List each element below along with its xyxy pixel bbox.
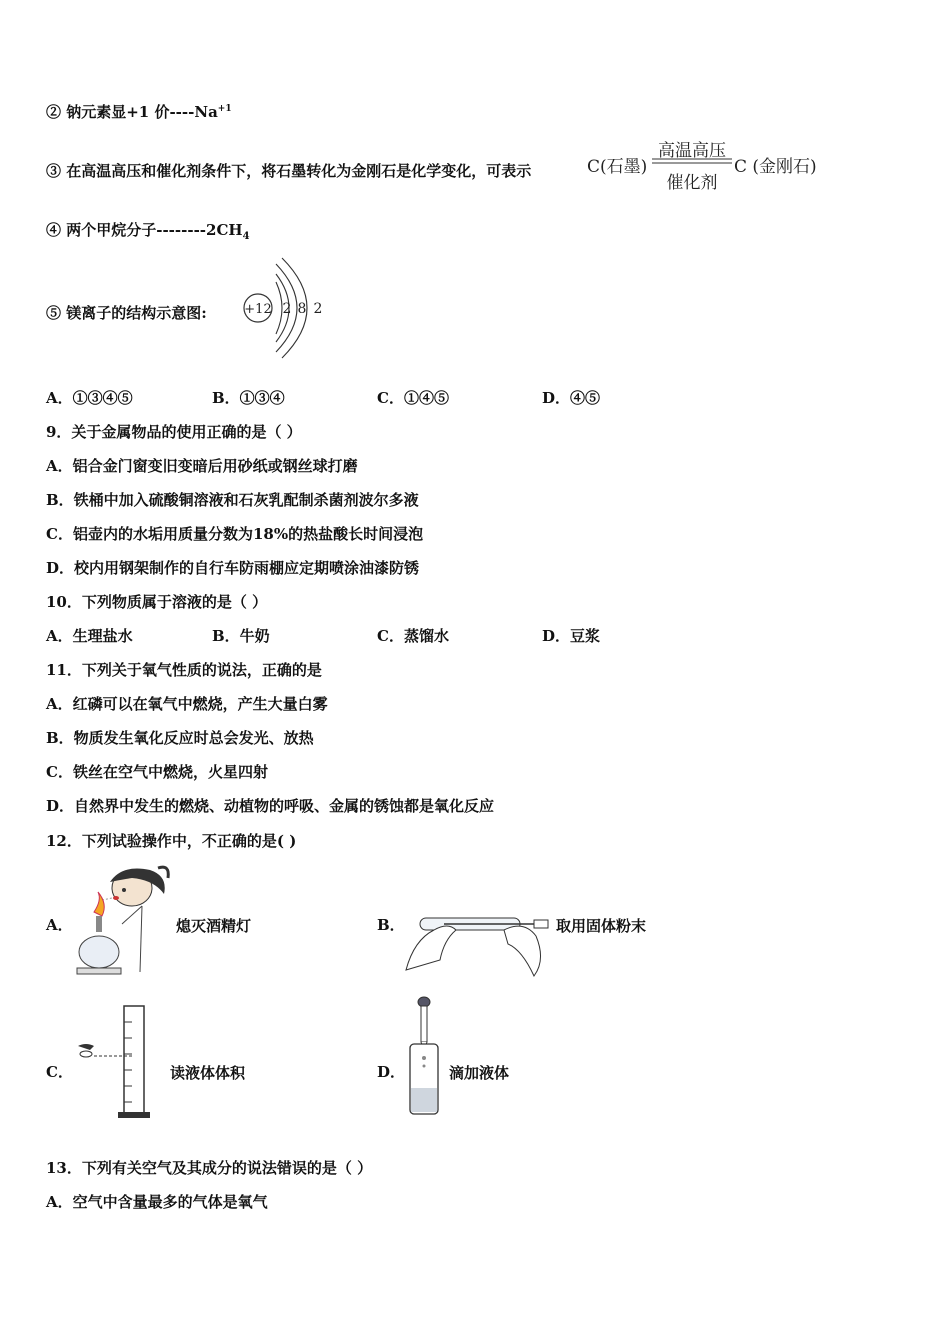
q11-option-b: B．物质发生氧化反应时总会发光、放热: [46, 729, 314, 747]
mg-ion-structure-diagram: [236, 252, 336, 362]
shell-2-electrons: 8: [297, 301, 307, 317]
q13-stem: 13．下列有关空气及其成分的说法错误的是（ ）: [46, 1159, 373, 1177]
q12-stem: 12．下列试验操作中，不正确的是( ): [46, 832, 297, 850]
equation-right: C (金刚石): [734, 157, 817, 177]
blowing-out-lamp-illustration: [72, 864, 172, 980]
q12-option-d-caption: 滴加液体: [449, 1064, 510, 1082]
item-2: ② 钠元素显+1 价$----Na^{+1}$: [46, 103, 232, 121]
reading-cylinder-illustration: [74, 1002, 164, 1122]
q11-option-c: C．铁丝在空气中燃烧，火星四射: [46, 763, 268, 781]
q12-option-a-caption: 熄灭酒精灯: [176, 917, 252, 935]
nucleus-charge: +12: [244, 302, 272, 317]
q12-option-c-caption: 读液体体积: [170, 1064, 246, 1082]
q8-option-c: C．①④⑤: [377, 389, 449, 407]
powder-sampling-illustration: [404, 900, 554, 980]
q9-option-d: D．校内用钢架制作的自行车防雨棚应定期喷涂油漆防锈: [46, 559, 420, 577]
q10-option-d: D．豆浆: [542, 627, 601, 645]
valence-superscript: +1: [217, 104, 232, 114]
q11-option-a: A．红磷可以在氧气中燃烧，产生大量白雾: [46, 695, 328, 713]
q9-option-c: C．铝壶内的水垢用质量分数为18%的热盐酸长时间浸泡: [46, 525, 424, 543]
q10-option-c: C．蒸馏水: [377, 627, 449, 645]
shell-3-electrons: 2: [313, 301, 323, 317]
q8-option-a: A．①③④⑤: [46, 389, 133, 407]
q12-option-b-caption: 取用固体粉末: [556, 917, 647, 935]
q9-option-a: A．铝合金门窗变旧变暗后用砂纸或钢丝球打磨: [46, 457, 358, 475]
item-5: ⑤ 镁离子的结构示意图:: [46, 304, 207, 322]
item-4: ④ 两个甲烷分子$--------2CH_4$: [46, 221, 250, 242]
q8-option-b: B．①③④: [212, 389, 285, 407]
item-3: ③ 在高温高压和催化剂条件下，将石墨转化为金刚石是化学变化，可表示: [46, 162, 532, 180]
equation-condition-top: 高温高压: [658, 141, 726, 161]
q12-option-a-letter: A．: [46, 916, 73, 934]
q10-option-a: A．生理盐水: [46, 627, 133, 645]
q11-stem: 11．下列关于氧气性质的说法，正确的是: [46, 661, 322, 679]
q12-option-b-letter: B．: [377, 916, 405, 934]
equation-left: C(石墨): [587, 157, 648, 177]
equation-condition-bottom: 催化剂: [666, 173, 718, 193]
formula-subscript: 4: [242, 231, 250, 242]
q9-stem: 9．关于金属物品的使用正确的是（ ）: [46, 423, 302, 441]
dropper-test-tube-illustration: [404, 994, 444, 1120]
q9-option-b: B．铁桶中加入硫酸铜溶液和石灰乳配制杀菌剂波尔多液: [46, 491, 419, 509]
q8-option-d: D．④⑤: [542, 389, 601, 407]
q10-option-b: B．牛奶: [212, 627, 270, 645]
shell-1-electrons: 2: [282, 301, 292, 317]
q13-option-a: A．空气中含量最多的气体是氧气: [46, 1193, 268, 1211]
equation-double-line: [652, 158, 732, 164]
q10-stem: 10．下列物质属于溶液的是（ ）: [46, 593, 268, 611]
q12-option-c-letter: C．: [46, 1063, 73, 1081]
q12-option-d-letter: D．: [377, 1063, 406, 1081]
q11-option-d: D．自然界中发生的燃烧、动植物的呼吸、金属的锈蚀都是氧化反应: [46, 797, 495, 815]
